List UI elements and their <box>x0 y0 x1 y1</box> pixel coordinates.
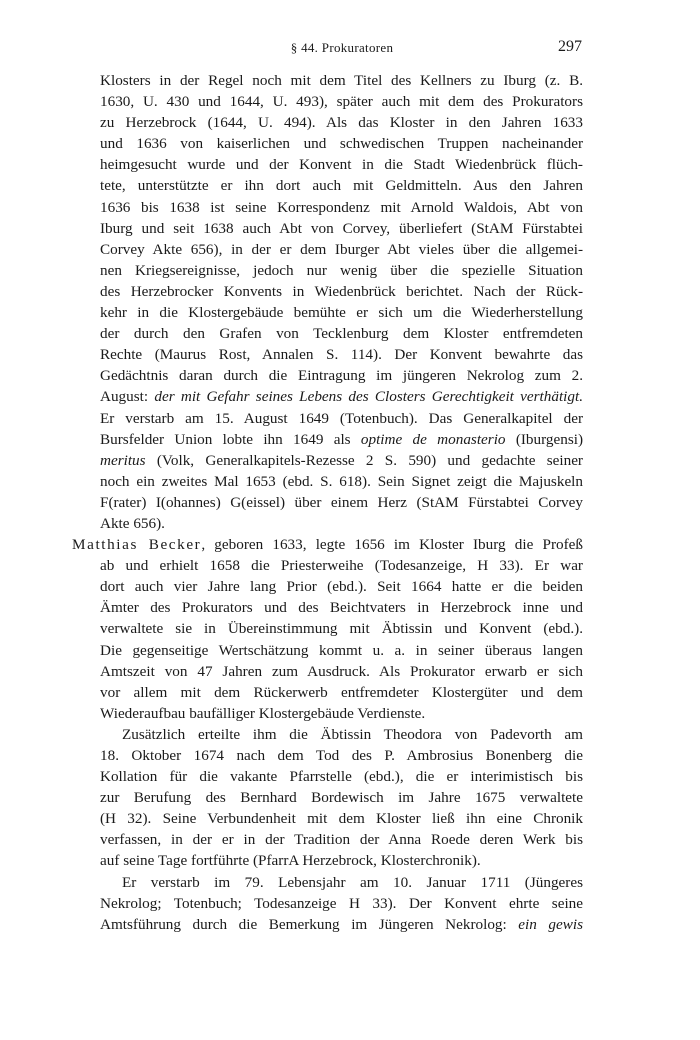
text-line: des Herzebrocker Konvents in Wiedenbrück berichtet. Nach der Rück- <box>100 282 583 300</box>
text-line: Die gegenseitige Wertschätzung kommt u. a. in seiner überaus langen <box>100 641 583 659</box>
text-line: noch ein zweites Mal 1653 (ebd. S. 618). Sein Signet zeigt die Majuskeln <box>100 472 583 490</box>
text-line: F(rater) I(ohannes) G(eissel) über einem Herz (StAM Fürstabtei Corvey <box>100 493 583 511</box>
text-line: Corvey Akte 656), in der er dem Iburger Abt vieles über die allgemei- <box>100 240 583 258</box>
text-line: Nekrolog; Totenbuch; Todesanzeige H 33). Der Konvent ehrte seine <box>100 894 583 912</box>
text-line: Akte 656). <box>100 514 165 532</box>
text-line: heimgesucht wurde und der Konvent in die Stadt Wiedenbrück flüch- <box>100 156 583 174</box>
text-line: 18. Oktober 1674 nach dem Tod des P. Ambrosius Bonenberg die <box>100 747 583 764</box>
running-title: § 44. Prokuratoren <box>290 40 394 55</box>
text-line: verwaltete sie in Übereinstimmung mit Äbtissin und Konvent (ebd.). <box>100 620 583 638</box>
quotation-italic: optime de monasterio <box>360 430 506 448</box>
text-line: Gedächtnis daran durch die Eintragung im jüngeren Nekrolog zum 2. <box>100 367 583 385</box>
text-line: ab und erhielt 1658 die Priesterweihe (Todesanzeige, H 33). Er war <box>100 557 583 575</box>
text-line <box>100 450 583 471</box>
text-line: vor allem mit dem Rückerwerb entfremdeter Klostergüter und dem <box>100 683 583 701</box>
entry-heading-line <box>72 534 583 555</box>
text-line: tete, unterstützte er ihn dort auch mit Geldmitteln. Aus den Jahren <box>100 177 583 195</box>
page-number: 297 <box>558 38 582 55</box>
text-line: Klosters in der Regel noch mit dem Titel des Kellners zu Iburg (z. B. <box>100 72 583 89</box>
text-line <box>100 429 583 450</box>
text-run: (Iburgensi) <box>505 430 584 448</box>
quotation-italic: ein gewis <box>518 915 583 933</box>
text-run: August: <box>100 388 155 406</box>
text-line: Iburg und seit 1638 auch Abt von Corvey, überliefert (StAM Fürstabtei <box>100 219 583 237</box>
text-line: Er verstarb am 15. August 1649 (Totenbuch). Das Generalkapitel der <box>100 409 583 427</box>
text-line: auf seine Tage fortführte (PfarrA Herzebrock, Klosterchronik). <box>100 852 481 870</box>
text-run: (Volk, Generalkapitels-Rezesse 2 S. 590) und gedachte seiner <box>145 451 583 469</box>
text-run: Amtsführung durch die Bemerkung im Jüngeren Nekrolog: <box>100 915 519 933</box>
text-run: Bursfelder Union lobte ihn 1649 als <box>100 430 361 448</box>
text-line: dort auch vier Jahre lang Prior (ebd.). Seit 1664 hatte er die beiden <box>100 578 583 596</box>
text-line: und 1636 von kaiserlichen und schwedischen Truppen nacheinander <box>100 135 583 153</box>
text-line: verfassen, in der er in der Tradition der Anna Roede deren Werk bis <box>100 831 583 849</box>
text-line: zur Berufung des Bernhard Bordewisch im Jahre 1675 verwaltete <box>100 789 583 807</box>
text-line: Ämter des Prokurators und des Beichtvaters in Herzebrock inne und <box>100 599 583 617</box>
text-line: zu Herzebrock (1644, U. 494). Als das Kloster in den Jahren 1633 <box>100 114 583 132</box>
text-run: , geboren 1633, legte 1656 im Kloster Iburg die Profeß <box>201 536 584 554</box>
text-line <box>100 914 583 935</box>
text-line: Rechte (Maurus Rost, Annalen S. 114). Der Konvent bewahrte das <box>100 346 583 364</box>
text-line: (H 32). Seine Verbundenheit mit dem Kloster ließ ihn eine Chronik <box>100 810 583 828</box>
text-line: nen Kriegsereignisse, jedoch nur wenig über die spezielle Situation <box>100 261 583 279</box>
quotation-italic: der mit Gefahr seines Lebens des Closters Gerechtigkeit verthätigt. <box>154 388 583 406</box>
text-line: kehr in die Klostergebäude bemühte er sich um die Wiederherstellung <box>100 304 583 322</box>
body-text <box>72 70 584 935</box>
text-line: 1636 bis 1638 ist seine Korrespondenz mit Arnold Waldois, Abt von <box>100 198 583 216</box>
text-line: der durch den Grafen von Tecklenburg dem Kloster entfremdeten <box>100 325 583 343</box>
text-line: Wiederaufbau baufälliger Klostergebäude Verdienste. <box>100 704 426 722</box>
text-line: Zusätzlich erteilte ihm die Äbtissin Theodora von Padevorth am <box>122 725 583 743</box>
text-line: Er verstarb im 79. Lebensjahr am 10. Januar 1711 (Jüngeres <box>122 873 583 891</box>
text-line <box>100 386 583 407</box>
entry-name: Matthias Becker <box>72 536 202 554</box>
text-line: 1630, U. 430 und 1644, U. 493), später auch mit dem des Prokurators <box>100 93 583 111</box>
text-line: Kollation für die vakante Pfarrstelle (ebd.), die er interimistisch bis <box>100 768 583 786</box>
quotation-italic: meritus <box>100 451 146 469</box>
text-line: Amtszeit von 47 Jahren zum Ausdruck. Als Prokurator erwarb er sich <box>100 662 583 680</box>
page-header <box>102 38 582 58</box>
